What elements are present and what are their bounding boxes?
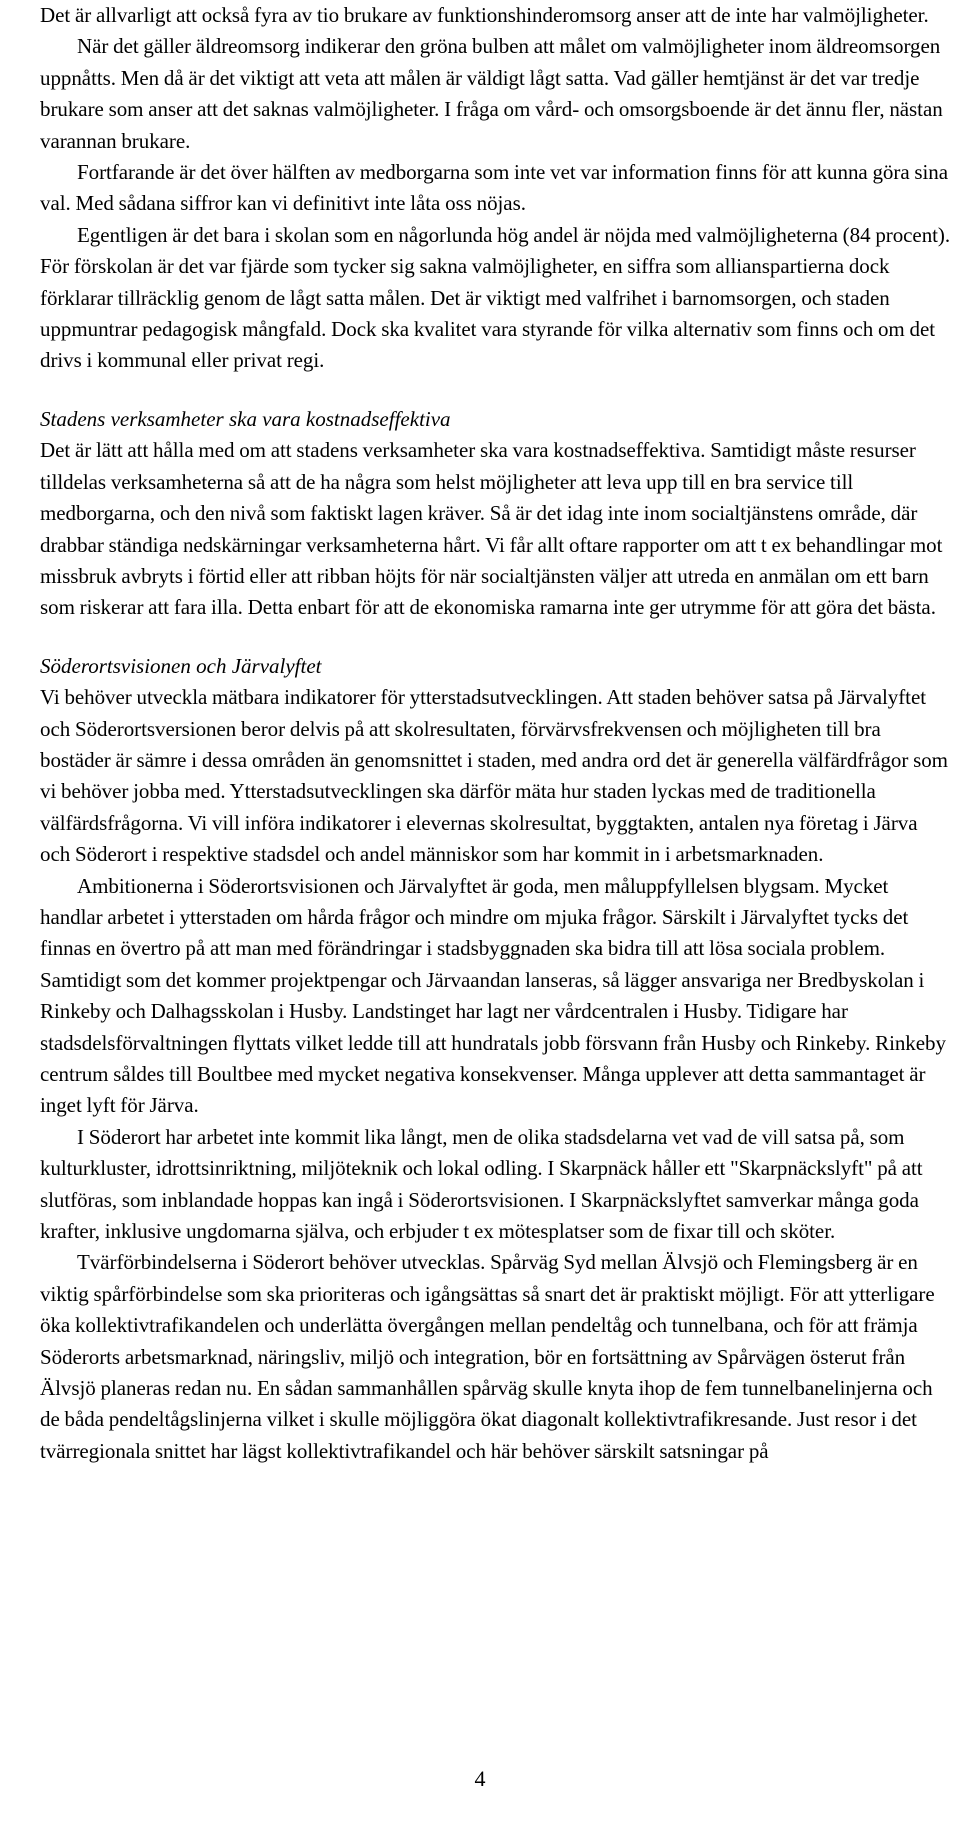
page-number: 4: [474, 1766, 486, 1791]
section-spacer: [40, 624, 952, 651]
body-paragraph: Vi behöver utveckla mätbara indikatorer för ytterstadsutvecklingen. Att staden behöver satsa på Järvalyftet och Söderortsversionen beror delvis på att skolresultaten, förvärvsfrekvensen och möjligheten till bra bostäder är sämre i dessa områden än genomsnittet i staden, med andra ord det är generella välfärdfrågor som vi behöver jobba med. Ytterstadsutvecklingen ska därför mäta hur staden lyckas med de traditionella välfärdsfrågorna. Vi vill införa indikatorer i elevernas skolresultat, byggtakten, antalen nya företag i Järva och Söderort i respektive stadsdel och andel människor som har kommit in i arbetsmarknaden.: [40, 685, 948, 867]
document-page: [40, 0, 952, 1467]
section-heading: Söderortsvisionen och Järvalyftet: [40, 653, 322, 678]
body-paragraph: Ambitionerna i Söderortsvisionen och Järvalyftet är goda, men måluppfyllelsen blygsam. Mycket handlar arbetet i ytterstaden om hårda frågor och mindre om mjuka frågor. Särskilt i Järvalyftet tycks det finnas en övertro på att man med förändringar i stadsbyggnaden ska bidra till att lösa sociala problem. Samtidigt som det kommer projektpengar och Järvaandan lanseras, så lägger ansvariga ner Bredbyskolan i Rinkeby och Dalhagsskolan i Husby. Landstinget har lagt ner vårdcentralen i Husby. Tidigare har stadsdelsförvaltningen flyttats vilket ledde till att hundratals jobb försvann från Husby och Rinkeby. Rinkeby centrum såldes till Boultbee med mycket negativa konsekvenser. Många upplever att detta sammantaget är inget lyft för Järva.: [40, 873, 946, 1118]
body-paragraph: Tvärförbindelserna i Söderort behöver utvecklas. Spårväg Syd mellan Älvsjö och Flemingsberg är en viktig spårförbindelse som ska prioriteras och igångsättas så snart det är praktiskt möjligt. För att ytterligare öka kollektivtrafikandelen och underlätta övergången mellan pendeltåg och tunnelbana, och för att främja Söderorts arbetsmarknad, näringsliv, miljö och integration, bör en fortsättning av Spårvägen österut från Älvsjö planeras redan nu. En sådan sammanhållen spårväg skulle knyta ihop de fem tunnelbanelinjerna och de båda pendeltågslinjerna vilket i skulle möjliggöra ökat diagonalt kollektivtrafikresande. Just resor i det tvärregionala snittet har lägst kollektivtrafikandel och här behöver särskilt satsningar på: [40, 1250, 935, 1463]
section-heading: Stadens verksamheter ska vara kostnadseffektiva: [40, 406, 451, 431]
body-paragraph: När det gäller äldreomsorg indikerar den gröna bulben att målet om valmöjligheter inom äldreomsorgen uppnåtts. Men då är det viktigt att veta att målen är väldigt lågt satta. Vad gäller hemtjänst är det var tredje brukare som anser att det saknas valmöjligheter. I fråga om vård- och omsorgsboende är det ännu fler, nästan varannan brukare.: [40, 34, 943, 153]
body-paragraph: Egentligen är det bara i skolan som en någorlunda hög andel är nöjda med valmöjligheterna (84 procent). För förskolan är det var fjärde som tycker sig sakna valmöjligheter, en siffra som allianspartierna dock förklarar tillräcklig genom de lågt satta målen. Det är viktigt med valfrihet i barnomsorgen, och staden uppmuntrar pedagogisk mångfald. Dock ska kvalitet vara styrande för vilka alternativ som finns och om det drivs i kommunal eller privat regi.: [40, 222, 951, 373]
body-paragraph: Det är lätt att hålla med om att stadens verksamheter ska vara kostnadseffektiva. Samtidigt måste resurser tilldelas verksamheterna så att de ha några som helst möjligheter att leva upp till en bra service till medborgarna, och den nivå som faktiskt lagen kräver. Så är det idag inte inom socialtjänstens område, där drabbar ständiga nedskärningar verksamheterna hårt. Vi får allt oftare rapporter om att t ex behandlingar mot missbruk avbryts i förtid eller att ribban höjts för när socialtjänsten väljer att utreda en anmälan om ett barn som riskerar att fara illa. Detta enbart för att de ekonomiska ramarna inte ger utrymme för att göra det bästa.: [40, 438, 943, 620]
section-spacer: [40, 377, 952, 404]
body-paragraph: Fortfarande är det över hälften av medborgarna som inte vet var information finns för att kunna göra sina val. Med sådana siffror kan vi definitivt inte låta oss nöjas.: [40, 160, 949, 216]
body-paragraph: I Söderort har arbetet inte kommit lika långt, men de olika stadsdelarna vet vad de vill satsa på, som kulturkluster, idrottsinriktning, miljöteknik och lokal odling. I Skarpnäck håller ett "Skarpnäckslyft" på att slutföras, som inblandade hoppas kan ingå i Söderortsvisionen. I Skarpnäckslyftet samverkar många goda krafter, inklusive ungdomarna själva, och erbjuder t ex mötesplatser som de fixar till och sköter.: [40, 1124, 923, 1244]
body-paragraph: Det är allvarligt att också fyra av tio brukare av funktionshinderomsorg anser att de inte har valmöjligheter.: [40, 3, 929, 27]
